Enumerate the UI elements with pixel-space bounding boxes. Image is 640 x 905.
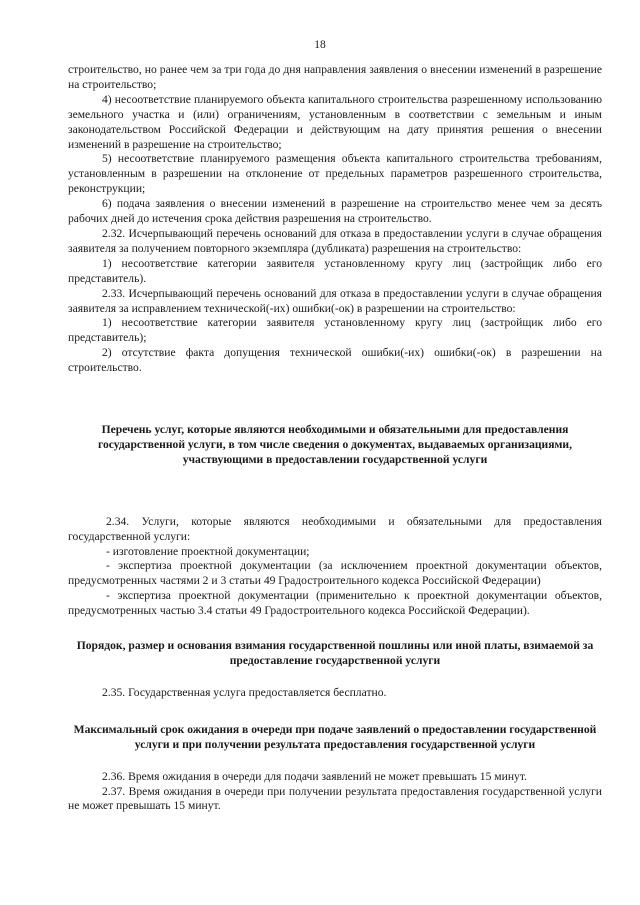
document-body (68, 63, 602, 814)
services-item: - экспертиза проектной документации (применительно к проектной документации объектов, предусмотренных частью 3.4 статьи 49 Градостроительного кодекса Российской Федерации). (68, 589, 602, 618)
paragraph-2-35: 2.35. Государственная услуга предоставляется бесплатно. (102, 685, 387, 699)
section-heading-fee: Порядок, размер и основания взимания государственной пошлины или иной платы, взимаемой за предоставление государственной услуги (76, 639, 594, 667)
section-heading-wait: Максимальный срок ожидания в очереди при подаче заявлений о предоставлении государственной услуги и при получении результата предоставления государственной услуги (73, 722, 597, 751)
paragraph-2-37: 2.37. Время ожидания в очереди при получении результата предоставления государственной услуги не может превышать 15 минут. (68, 784, 602, 813)
services-item: - изготовление проектной документации; (106, 544, 310, 558)
paragraph-continuation: строительство, но ранее чем за три года до дня направления заявления о внесении изменений в разрешение на строительство; (68, 63, 602, 91)
paragraph-2-36: 2.36. Время ожидания в очереди для подачи заявлений не может превышать 15 минут. (102, 769, 527, 783)
paragraph-2-32: 2.32. Исчерпывающий перечень оснований для отказа в предоставлении услуги в случае обращения заявителя за получением повторного экземпляра (дубликата) разрешения на строительство: (68, 226, 602, 255)
paragraph-item-5: 5) несоответствие планируемого размещения объекта капитального строительства требованиям, установленным в разрешении на отклонение от предельных параметров разрешенного строительства, реконструкции; (68, 152, 602, 196)
paragraph-2-33-item-1: 1) несоответствие категории заявителя установленному кругу лиц (застройщик либо его представитель); (68, 316, 602, 345)
paragraph-item-4: 4) несоответствие планируемого объекта капитального строительства разрешенному использованию земельного участка и (или) ограничениям, установленным в соответствии с земельным и иным законодательством Российской Федерации и действующим на дату принятия решения о внесении изменений в разрешение на строительство; (68, 92, 602, 151)
paragraph-2-34: 2.34. Услуги, которые являются необходимыми и обязательными для предоставления государственной услуги: (68, 514, 602, 543)
paragraph-2-32-item-1: 1) несоответствие категории заявителя установленному кругу лиц (застройщик либо его представитель). (68, 256, 602, 285)
paragraph-2-33: 2.33. Исчерпывающий перечень оснований для отказа в предоставлении услуги в случае обращения заявителя за исправлением технической(-их) ошибки(-ок) в разрешении на строительство: (68, 286, 602, 315)
paragraph-item-6: 6) подача заявления о внесении изменений в разрешение на строительство менее чем за десять рабочих дней до истечения срока действия разрешения на строительство. (68, 197, 602, 226)
services-item: - экспертиза проектной документации (за исключением проектной документации объектов, предусмотренных частями 2 и 3 статьи 49 Градостроительного кодекса Российской Федерации) (68, 559, 602, 588)
paragraph-2-33-item-2: 2) отсутствие факта допущения технической ошибки(-их) ошибки(-ок) в разрешении на строительство. (68, 346, 602, 375)
section-heading-services: Перечень услуг, которые являются необходимыми и обязательными для предоставления государственной услуги, в том числе сведения о документах, выдаваемых организациями, участвующими в предоставлении государственной услуги (97, 423, 572, 466)
page-number: 18 (314, 39, 326, 51)
